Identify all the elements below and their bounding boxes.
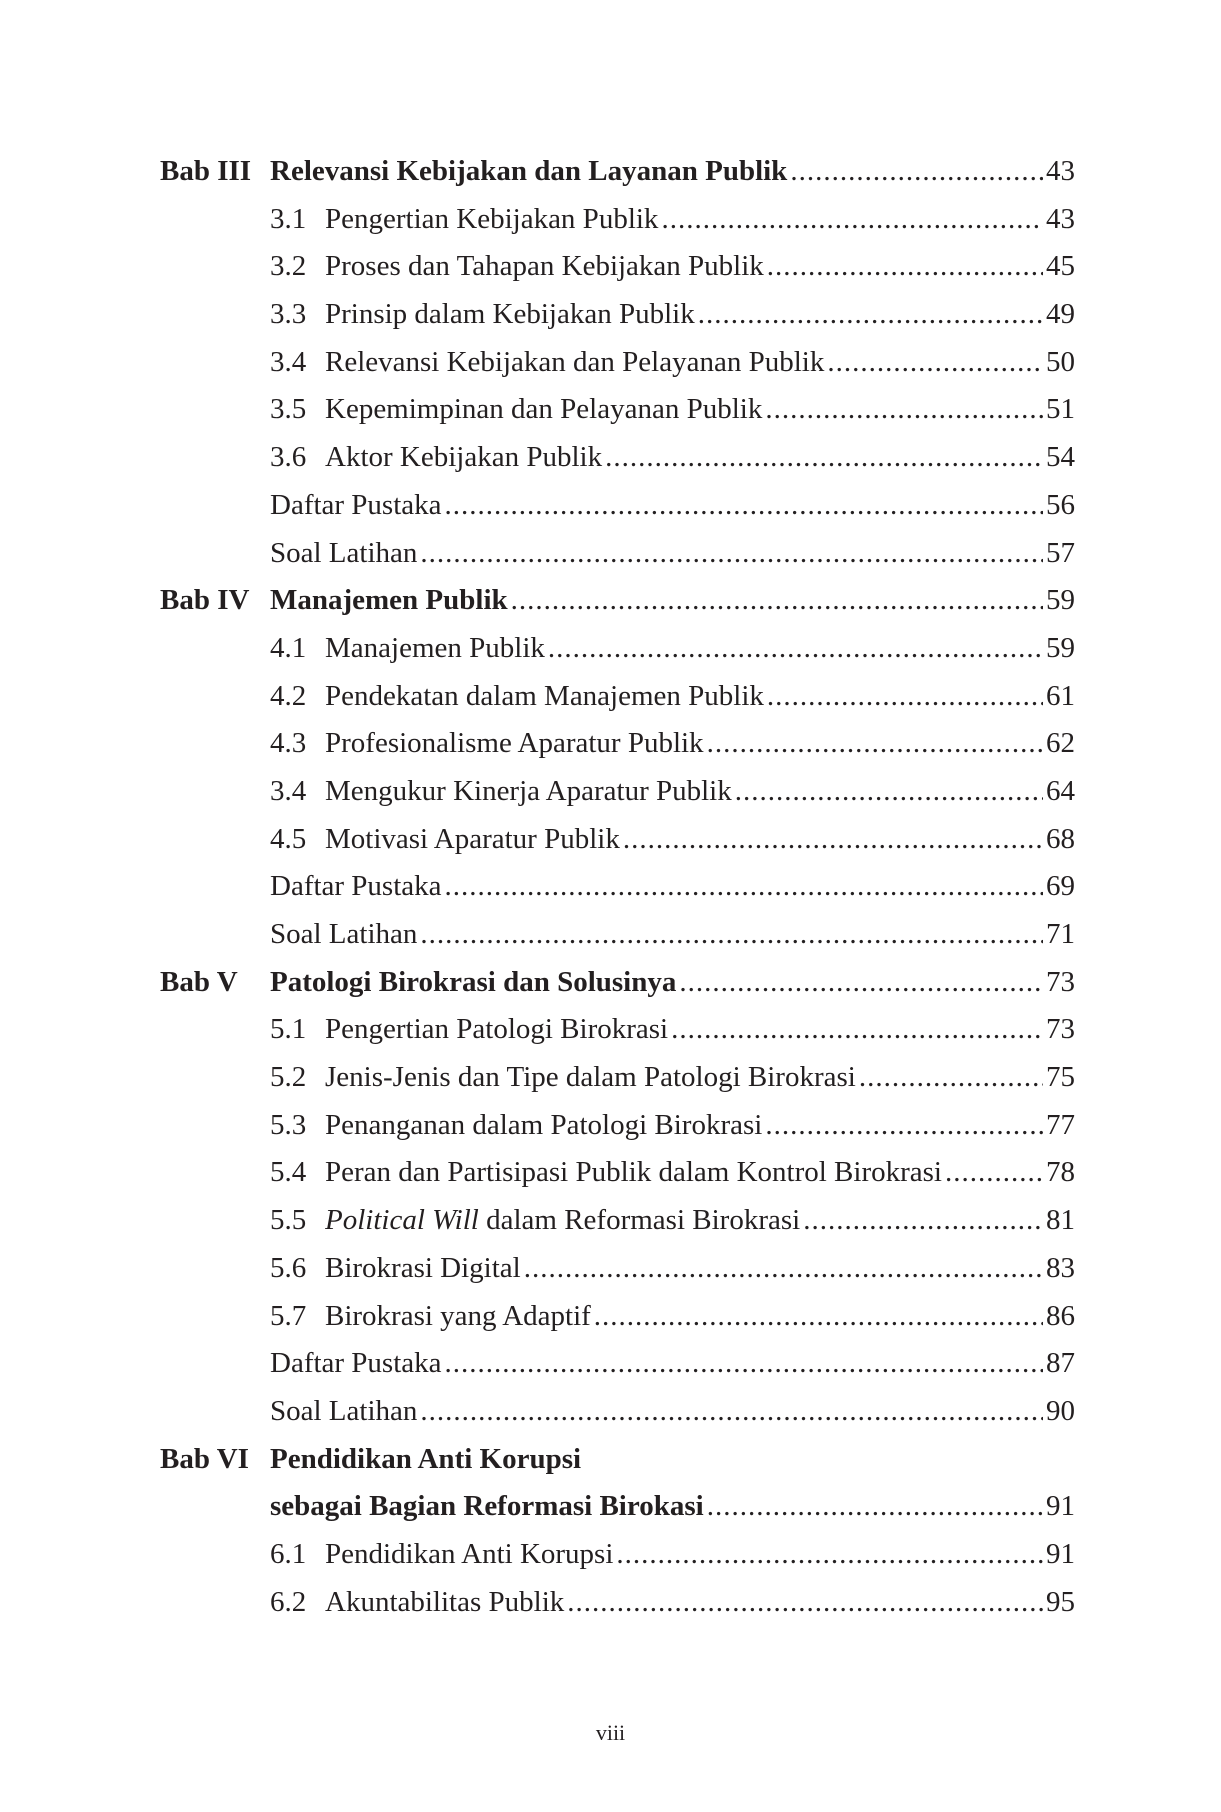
leader-dots [605,434,1043,482]
entry-title: Mengukur Kinerja Aparatur Publik [325,774,732,807]
entry-body [270,1388,1075,1436]
toc-entry-row [160,768,1075,816]
leader-dots [735,768,1043,816]
section-number: 4.3 [270,727,307,760]
leader-dots [445,1340,1043,1388]
toc-chapter-row [160,148,1075,196]
entry-title-rest: dalam Reformasi Birokrasi [478,1204,801,1237]
entry-page-number: 81 [1046,1204,1075,1237]
section-number: 4.2 [270,679,307,712]
leader-dots [679,959,1043,1007]
entry-page-number: 45 [1046,250,1075,283]
entry-page-number: 43 [1046,202,1075,235]
entry-title: Peran dan Partisipasi Publik dalam Kontrol Birokrasi [325,1156,942,1189]
toc-chapter-row [160,577,1075,625]
entry-page-number: 95 [1046,1585,1075,1618]
toc-entry-row [160,1245,1075,1293]
section-number: 5.2 [270,1061,307,1094]
chapter-label: Bab VI [160,1442,249,1475]
toc-entry-row [160,291,1075,339]
entry-title: sebagai Bagian Reformasi Birokasi [270,1490,704,1523]
entry-body [325,625,1075,673]
page-number: viii [595,1720,626,1745]
entry-page-number: 69 [1046,870,1075,903]
entry-page-number: 91 [1046,1537,1075,1570]
leader-dots [623,816,1043,864]
entry-body [325,673,1075,721]
section-number: 5.6 [270,1251,307,1284]
entry-body [270,1483,1075,1531]
entry-page-number: 86 [1046,1299,1075,1332]
entry-title: Jenis-Jenis dan Tipe dalam Patologi Birokrasi [325,1061,856,1094]
entry-page-number: 87 [1046,1347,1075,1380]
section-number: 3.4 [270,774,307,807]
entry-title: Soal Latihan [270,918,418,950]
entry-page-number: 56 [1046,488,1075,521]
leader-dots [803,1197,1043,1245]
leader-dots [698,291,1043,339]
entry-title: Relevansi Kebijakan dan Layanan Publik [270,155,788,187]
entry-page-number: 61 [1046,679,1075,712]
entry-title: Profesionalisme Aparatur Publik [325,727,704,760]
entry-body [270,148,1075,196]
entry-title: Pendekatan dalam Manajemen Publik [325,679,764,712]
leader-dots [661,196,1043,244]
entry-page-number: 78 [1046,1156,1075,1189]
entry-body [325,386,1075,434]
toc-entry-row [160,1102,1075,1150]
entry-title: Pendidikan Anti Korupsi [270,1442,582,1475]
entry-page-number: 50 [1046,345,1075,378]
entry-body [325,1293,1075,1341]
section-number: 4.5 [270,822,307,855]
entry-body [325,1149,1075,1197]
entry-title: Pendidikan Anti Korupsi [325,1537,614,1570]
entry-page-number: 49 [1046,298,1075,331]
entry-body [270,530,1075,578]
entry-title: Pengertian Kebijakan Publik [325,202,659,235]
entry-body [325,1579,1075,1627]
leader-dots [567,1579,1043,1627]
section-number: 3.4 [270,345,307,378]
chapter-label: Bab V [160,965,238,998]
entry-body [325,291,1075,339]
toc-entry-row [160,1340,1075,1388]
entry-page-number: 77 [1046,1108,1075,1141]
entry-title: Prinsip dalam Kebijakan Publik [325,298,695,331]
entry-body [270,482,1075,530]
leader-dots [445,863,1043,911]
entry-title: Daftar Pustaka [270,870,442,903]
toc-entry-row [160,911,1075,959]
leader-dots [524,1245,1043,1293]
leader-dots [511,577,1043,625]
entry-page-number: 75 [1046,1061,1075,1094]
entry-page-number: 73 [1046,1013,1075,1046]
leader-dots [767,673,1043,721]
entry-title: Soal Latihan [270,1394,418,1427]
leader-dots [827,339,1043,387]
entry-body [270,959,1075,1007]
entry-body [325,339,1075,387]
entry-title: Patologi Birokrasi dan Solusinya [270,965,677,998]
toc-entry-row [160,1293,1075,1341]
toc-entry-row [160,1006,1075,1054]
toc-entry-row [160,196,1075,244]
toc-entry-row [160,720,1075,768]
entry-title: Daftar Pustaka [270,488,442,521]
toc-entry-row [160,1149,1075,1197]
entry-title: Manajemen Publik [325,631,545,664]
entry-title: Manajemen Publik [270,584,508,617]
entry-page-number: 91 [1046,1490,1075,1523]
leader-dots [594,1293,1043,1341]
leader-dots [420,1388,1043,1436]
section-number: 5.7 [270,1299,307,1332]
entry-title: Daftar Pustaka [270,1347,442,1380]
entry-body [325,768,1075,816]
leader-dots [790,148,1043,196]
entry-body [325,720,1075,768]
leader-dots [765,1102,1043,1150]
entry-body [270,1340,1075,1388]
entry-title: Birokrasi yang Adaptif [325,1299,591,1332]
entry-page-number: 59 [1046,631,1075,664]
section-number: 4.1 [270,631,307,664]
toc-entry-row [160,1197,1075,1245]
entry-body [325,1054,1075,1102]
entry-body [325,1197,1075,1245]
toc-entry-row [160,434,1075,482]
leader-dots [945,1149,1043,1197]
toc-entry-row [160,816,1075,864]
entry-page-number: 68 [1046,822,1075,855]
leader-dots [859,1054,1043,1102]
entry-body [325,1006,1075,1054]
entry-title: Motivasi Aparatur Publik [325,822,620,855]
toc-entry-row [160,1579,1075,1627]
leader-dots [707,720,1043,768]
toc-chapter-row [160,959,1075,1007]
entry-page-number: 83 [1046,1251,1075,1284]
toc-entry-row [160,482,1075,530]
section-number: 5.5 [270,1204,307,1237]
entry-title-italic: Political Will [325,1204,479,1237]
toc-entry-row [160,673,1075,721]
section-number: 5.1 [270,1013,307,1046]
entry-body [325,1245,1075,1293]
entry-body [270,1436,1075,1484]
entry-title [325,1197,800,1245]
entry-page-number: 71 [1046,918,1075,950]
entry-page-number: 54 [1046,441,1075,474]
entry-page-number: 51 [1046,393,1075,426]
section-number: 5.3 [270,1108,307,1141]
entry-title: Akuntabilitas Publik [325,1585,565,1618]
leader-dots [671,1006,1043,1054]
leader-dots [707,1483,1043,1531]
section-number: 3.1 [270,202,307,235]
toc-entry-row [160,339,1075,387]
toc-chapter-row [160,1483,1075,1531]
leader-dots [420,911,1043,959]
toc-entry-row [160,863,1075,911]
leader-dots [765,386,1043,434]
entry-body [325,434,1075,482]
entry-page-number: 64 [1046,774,1075,807]
entry-title: Birokrasi Digital [325,1251,521,1284]
entry-body [325,1102,1075,1150]
chapter-label: Bab IV [160,584,250,617]
entry-title: Penanganan dalam Patologi Birokrasi [325,1108,763,1141]
section-number: 3.2 [270,250,307,283]
leader-dots [616,1531,1043,1579]
toc-chapter-row [160,1436,1075,1484]
section-number: 3.5 [270,393,307,426]
toc-entry-row [160,243,1075,291]
toc-entry-row [160,1054,1075,1102]
toc-entry-row [160,530,1075,578]
entry-page-number: 62 [1046,727,1075,760]
toc-entry-row [160,1531,1075,1579]
entry-page-number: 43 [1046,155,1075,187]
section-number: 6.2 [270,1585,307,1618]
entry-body [325,196,1075,244]
entry-body [325,1531,1075,1579]
chapter-label: Bab III [160,155,252,187]
toc-entry-row [160,1388,1075,1436]
entry-title: Pengertian Patologi Birokrasi [325,1013,669,1046]
entry-body [325,243,1075,291]
leader-dots [420,530,1043,578]
entry-body [270,863,1075,911]
entry-body [270,911,1075,959]
section-number: 5.4 [270,1156,307,1189]
toc-entry-row [160,625,1075,673]
entry-body [270,577,1075,625]
section-number: 3.3 [270,298,307,331]
entry-title: Relevansi Kebijakan dan Pelayanan Publik [325,345,825,378]
leader-dots [445,482,1043,530]
toc-entry-row [160,386,1075,434]
entry-page-number: 90 [1046,1394,1075,1427]
entry-title: Proses dan Tahapan Kebijakan Publik [325,250,764,283]
entry-page-number: 59 [1046,584,1075,617]
section-number: 3.6 [270,441,307,474]
table-of-contents [160,148,1075,1626]
entry-page-number: 73 [1046,965,1075,998]
leader-dots [548,625,1043,673]
leader-dots [767,243,1043,291]
entry-page-number: 57 [1046,536,1075,569]
entry-title: Aktor Kebijakan Publik [325,441,603,474]
entry-title: Kepemimpinan dan Pelayanan Publik [325,393,763,426]
entry-title: Soal Latihan [270,536,418,569]
entry-body [325,816,1075,864]
section-number: 6.1 [270,1537,307,1570]
